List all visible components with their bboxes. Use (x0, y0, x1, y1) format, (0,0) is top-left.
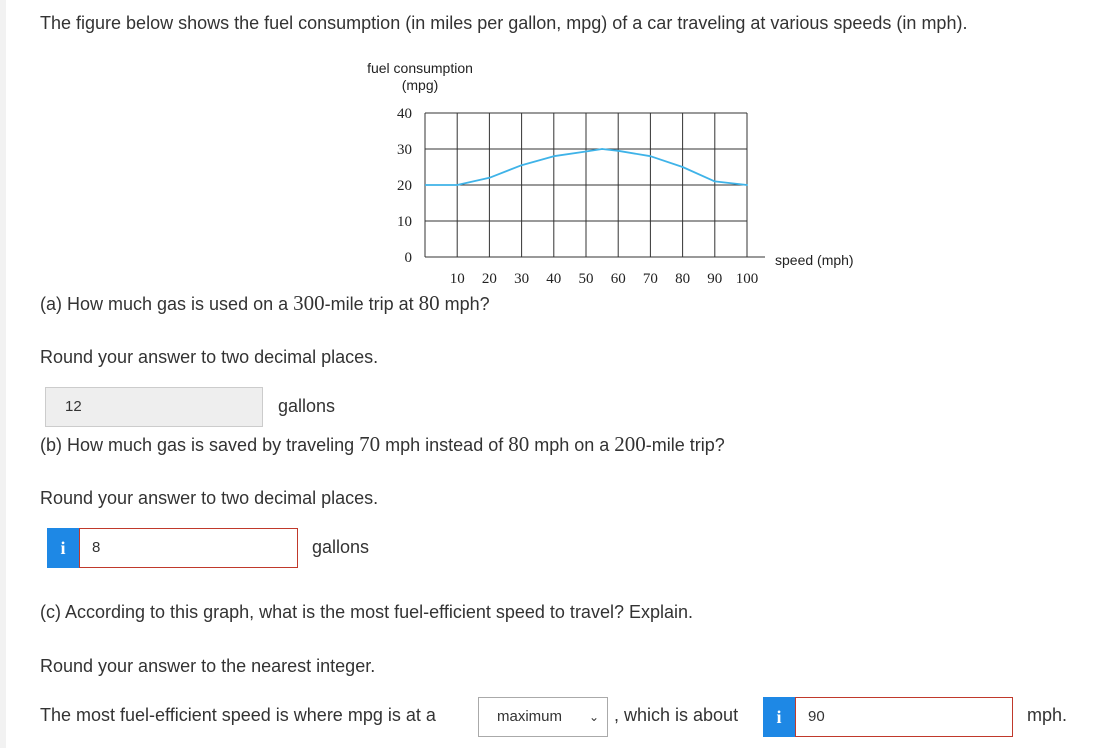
extremum-select-value: maximum (497, 708, 563, 725)
info-icon[interactable]: i (47, 528, 79, 568)
question-a: (a) How much gas is used on a 300-mile trip at 80 mph? (40, 291, 490, 315)
x-tick-label: 30 (514, 271, 530, 287)
y-tick-label: 40 (397, 106, 412, 122)
y-tick-label: 20 (397, 178, 412, 194)
left-margin-bar (0, 0, 6, 748)
y-tick-label: 10 (397, 214, 412, 230)
question-c: (c) According to this graph, what is the most fuel-efficient speed to travel? Explain. (40, 602, 694, 622)
data-point (521, 164, 523, 166)
x-tick-label: 70 (642, 271, 658, 287)
data-point (456, 184, 458, 186)
data-point (682, 166, 684, 168)
x-tick-label: 50 (578, 271, 594, 287)
x-tick-label: 10 (449, 271, 465, 287)
data-point (650, 155, 652, 157)
intro-text: The figure below shows the fuel consumption (in miles per gallon, mpg) of a car traveling at various speeds (in mph). (40, 13, 968, 33)
x-tick-label: 60 (610, 271, 626, 287)
x-tick-label: 100 (735, 271, 759, 287)
x-tick-label: 20 (481, 271, 497, 287)
data-point (601, 148, 603, 150)
answer-a-field: 12 (45, 387, 263, 427)
x-tick-label: 80 (675, 271, 691, 287)
unit-c-label: mph. (1027, 705, 1068, 725)
data-point (714, 181, 716, 183)
y-tick-label: 0 (404, 250, 412, 266)
data-point (746, 184, 748, 186)
data-point (489, 177, 491, 179)
data-point (585, 151, 587, 153)
unit-b-label: gallons (312, 537, 370, 557)
y-tick-label: 30 (397, 142, 412, 158)
answer-b-input[interactable]: 8 (79, 528, 298, 568)
unit-a-label: gallons (278, 396, 336, 416)
x-tick-label: 90 (707, 271, 723, 287)
data-point (617, 150, 619, 152)
extremum-select[interactable] (478, 697, 608, 737)
y-axis-unit: (mpg) (401, 77, 439, 93)
x-axis-label: speed (mph) (775, 252, 854, 268)
answer-c-connector: , which is about (614, 705, 739, 725)
answer-c-input[interactable]: 90 (795, 697, 1013, 737)
chevron-down-icon: ⌄ (588, 710, 599, 724)
round-instruction-a: Round your answer to two decimal places. (40, 347, 379, 367)
fuel-consumption-chart (360, 55, 860, 295)
answer-c-sentence: The most fuel-efficient speed is where mpg is at a (40, 705, 436, 725)
question-b: (b) How much gas is saved by traveling 70 mph instead of 80 mph on a 200-mile trip? (40, 432, 725, 456)
y-axis-label: fuel consumption (367, 60, 473, 76)
round-instruction-b: Round your answer to two decimal places. (40, 488, 379, 508)
x-tick-label: 40 (546, 271, 562, 287)
info-icon[interactable]: i (763, 697, 795, 737)
data-point (553, 155, 555, 157)
round-instruction-c: Round your answer to the nearest integer. (40, 656, 376, 676)
